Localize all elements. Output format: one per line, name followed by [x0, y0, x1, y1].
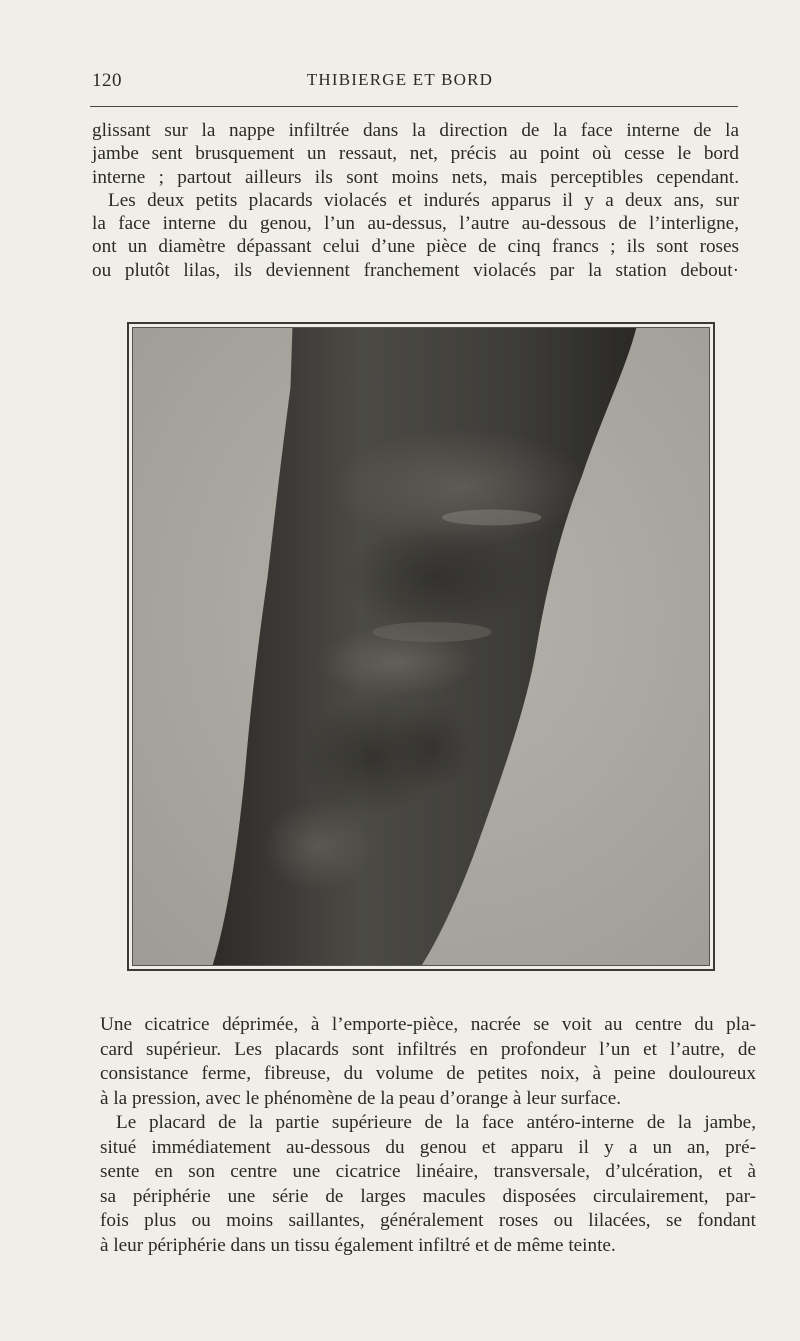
running-title: THIBIERGE ET BORD: [306, 70, 494, 89]
page-number: 120: [92, 70, 122, 91]
text-line: interne ; partout ailleurs ils sont moins nets, mais perceptibles cependant.: [92, 166, 739, 188]
leg-photo-image: [133, 328, 709, 965]
figure-frame: [127, 322, 715, 971]
text-line: à leur périphérie dans un tissu également infiltré et de même teinte.: [100, 1234, 616, 1256]
paragraph-top: [92, 119, 739, 282]
header-rule: [90, 106, 738, 107]
text-line: ou plutôt lilas, ils deviennent franchement violacés par la station debout·: [92, 259, 739, 281]
text-line: jambe sent brusquement un ressaut, net, précis au point où cesse le bord: [92, 143, 739, 165]
text-line: card supérieur. Les placards sont infiltrés en profondeur l’un et l’autre, de: [100, 1038, 756, 1060]
text-line: sa périphérie une série de larges macules disposées circulairement, par-: [100, 1185, 756, 1207]
text-line: Les deux petits placards violacés et indurés apparus il y a deux ans, sur: [108, 189, 739, 211]
text-line: situé immédiatement au-dessous du genou et apparu il y a un an, pré-: [100, 1136, 756, 1158]
text-line: Le placard de la partie supérieure de la face antéro-interne de la jambe,: [116, 1112, 756, 1133]
text-line: sente en son centre une cicatrice linéaire, transversale, d’ulcération, et à: [100, 1161, 756, 1182]
text-line: ont un diamètre dépassant celui d’une pièce de cinq francs ; ils sont roses: [92, 236, 739, 258]
text-line: fois plus ou moins saillantes, généralement roses ou lilacées, se fondant: [100, 1210, 756, 1231]
leg-photograph: [132, 327, 710, 966]
text-line: Une cicatrice déprimée, à l’emporte-pièce, nacrée se voit au centre du pla-: [100, 1014, 756, 1035]
text-line: la face interne du genou, l’un au-dessus, l’autre au-dessous de l’interligne,: [92, 213, 739, 235]
text-line: consistance ferme, fibreuse, du volume de petites noix, à peine douloureux: [100, 1063, 756, 1084]
text-line: à la pression, avec le phénomène de la peau d’orange à leur surface.: [100, 1087, 622, 1109]
text-line: glissant sur la nappe infiltrée dans la direction de la face interne de la: [92, 120, 739, 141]
paragraph-bottom: [100, 1013, 756, 1258]
